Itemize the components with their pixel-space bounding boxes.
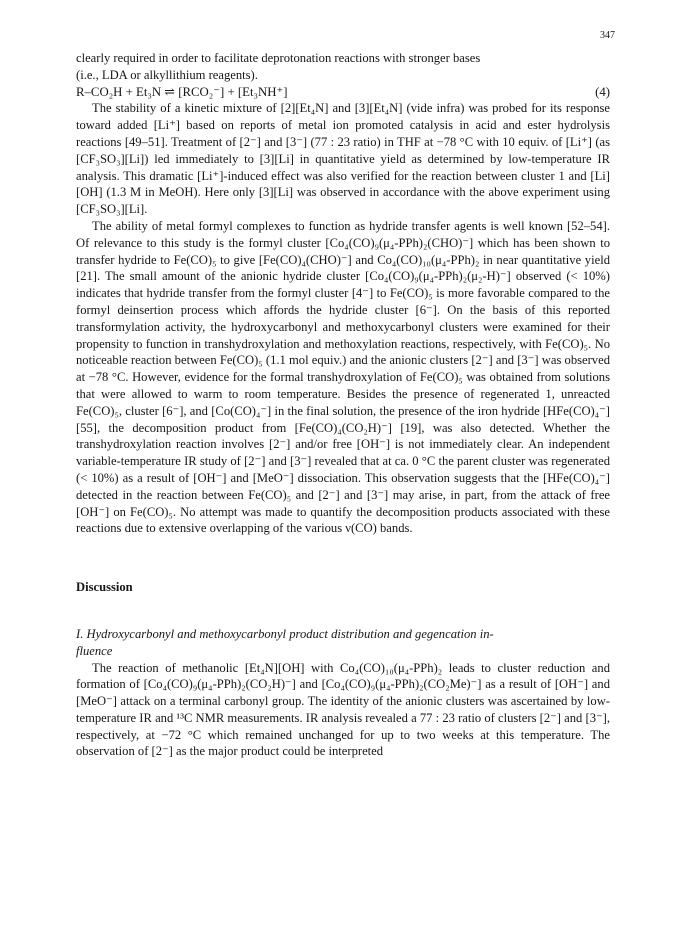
text-line: (i.e., LDA or alkyllithium reagents). (76, 67, 258, 82)
equation (76, 84, 610, 101)
paragraph-discussion: The reaction of methanolic [Et₄N][OH] with Co₄(CO)₁₀(μ₄-PPh)₂ leads to cluster reduction and formation of [Co₄(CO)₉(μ₄-PPh)₂(CO₂H)⁻] and [Co₄(CO)₉(μ₄-PPh)₂(CO₂Me)⁻] as a result of [OH⁻] and [MeO⁻] attack on a terminal carbonyl group. The identity of the anionic clusters was ascertained by low-temperature IR and ¹³C NMR measurements. IR analysis revealed a 77 : 23 ratio of clusters [2⁻] and [3⁻], respectively, at −72 °C which remained unchanged for up to two weeks at this temperature. The observation of [2⁻] as the major product could be interpreted (76, 660, 610, 759)
section-heading: Discussion (76, 580, 133, 595)
text-line: clearly required in order to facilitate deprotonation reactions with stronger bases (76, 51, 481, 65)
subsection-heading-cont: fluence (76, 643, 113, 658)
subsection-heading: I. Hydroxycarbonyl and methoxycarbonyl product distribution and gegencation in- (76, 626, 494, 641)
equation-body: R–CO₂H + Et₃N ⇌ [RCO₂⁻] + [Et₃NH⁺] (76, 84, 288, 99)
page-number: 347 (600, 30, 615, 41)
paragraph-li-effect: The stability of a kinetic mixture of [2][Et₄N] and [3][Et₄N] (vide infra) was probed for its response toward added [Li⁺] based on reports of metal ion promoted catalysis in acid and ester hydrolysis reactions [49–51]. Treatment of [2⁻] and [3⁻] (77 : 23 ratio) in THF at −78 °C with 10 equiv. of [Li⁺] (as [CF₃SO₃][Li]) led immediately to [3][Li] in quantitative yield as determined by low-temperature IR analysis. This dramatic [Li⁺]-induced effect was also verified for the reaction between cluster 1 and [Li][OH] (1.3 M in MeOH). Here only [3][Li] was observed in accordance with the above experiment using [CF₃SO₃][Li]. (76, 101, 610, 217)
equation-number: (4) (595, 84, 610, 99)
text-column (76, 50, 610, 760)
paragraph-hydride-transfer: The ability of metal formyl complexes to function as hydride transfer agents is well known [52–54]. Of relevance to this study is the formyl cluster [Co₄(CO)₉(μ₄-PPh)₂(CHO)⁻] which has been shown to transfer hydride to Fe(CO)₅ to give [Fe(CO)₄(CHO)⁻] and Co₄(CO)₁₀(μ₄-PPh)₂ in near quantitative yield [21]. The small amount of the anionic hydride cluster [Co₄(CO)₉(μ₄-PPh)₂(μ₂-H)⁻] observed (< 10%) indicates that hydride transfer from the formyl cluster [4⁻] to Fe(CO)₅ is more favorable compared to the formyl deinsertion process which affords the hydride cluster [6⁻]. On the basis of this reported transformylation activity, the hydroxycarbonyl and methoxycarbonyl clusters were examined for their propensity to function in transhydroxylation and methoxylation reactions, respectively, with Fe(CO)₅. No noticeable reaction between Fe(CO)₅ (1.1 mol equiv.) and the anionic clusters [2⁻] and [3⁻] was observed at −78 °C. However, evidence for the formal transhydroxylation of Fe(CO)₅ was obtained from solutions that were allowed to warm to room temperature. Besides the presence of regenerated 1, unreacted Fe(CO)₅, cluster [6⁻], and [Co(CO)₄⁻] in the final solution, the presence of the iron hydride [HFe(CO)₄⁻] [55], the decomposition product from [Fe(CO)₄(CO₂H)⁻] [19], was also detected. Whether the transhydroxylation reaction involves [2⁻] and/or free [OH⁻] is not immediately clear. An independent variable-temperature IR study of [2⁻] and [3⁻] revealed that at ca. 0 °C the parent cluster was regenerated (< 10%) as a result of [OH⁻] and [MeO⁻] dissociation. This observation suggests that the [HFe(CO)₄⁻] detected in the reaction between Fe(CO)₅ and [2⁻] and [3⁻] may arise, in part, from the attack of free [OH⁻] on Fe(CO)₅. No attempt was made to quantify the decomposition products associated with these reactions due to extensive overlapping of the various ν(CO) bands. (76, 218, 610, 536)
